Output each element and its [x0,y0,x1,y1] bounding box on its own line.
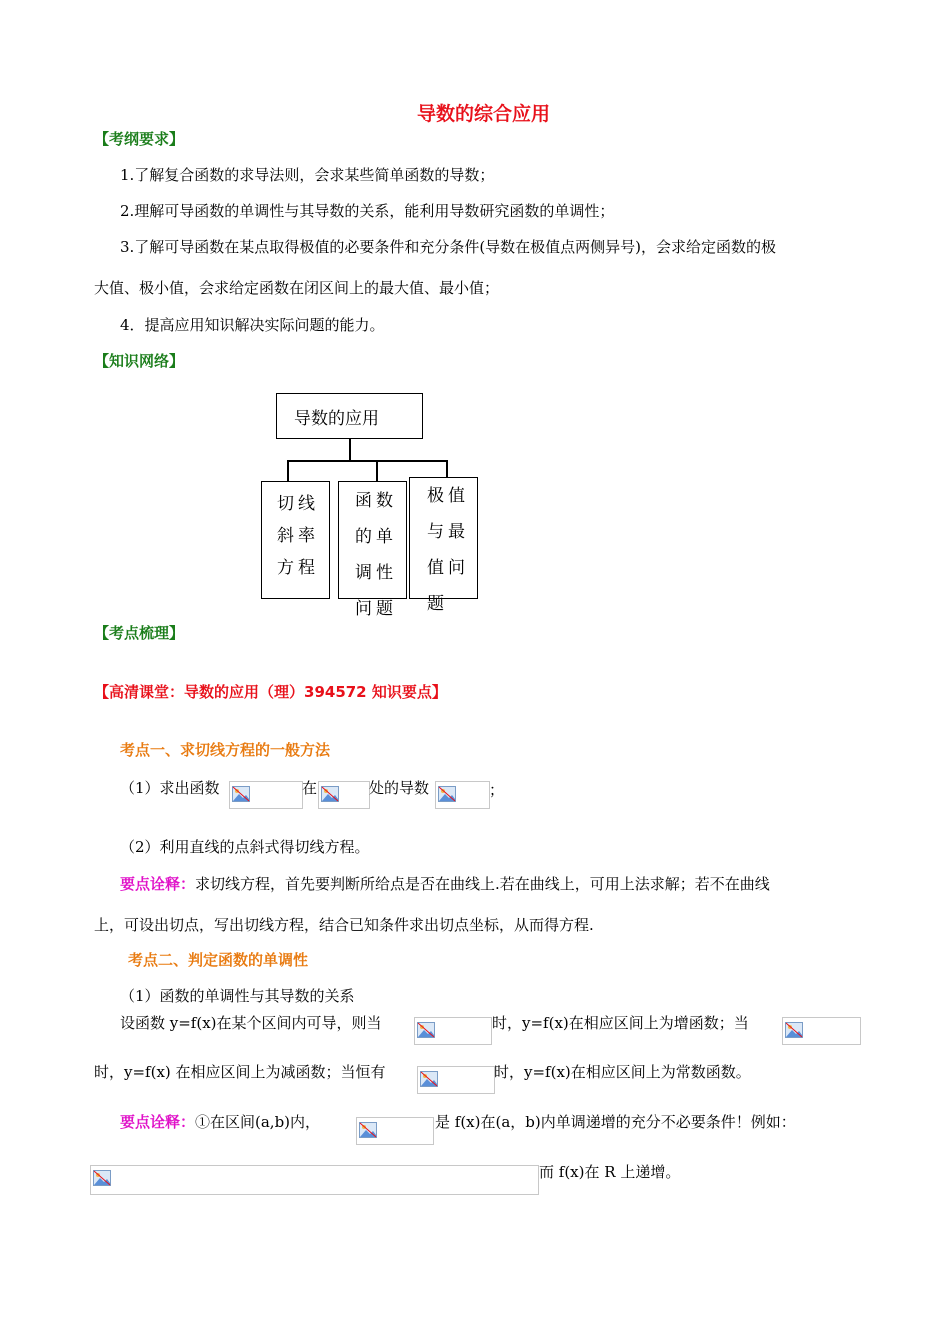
section-heading-requirements: 【考纲要求】 [94,130,185,148]
diagram-child-extremum-line4: 题 [427,594,448,614]
requirement-item-1: 1.了解复合函数的求导法则，会求某些简单函数的导数； [120,166,495,184]
point1-step1-d: ； [489,781,505,799]
diagram-child-monotonicity-line1: 函数 [355,491,397,511]
formula-image-example [90,1165,539,1195]
image-placeholder-icon [420,1071,438,1087]
point1-step1-b: 在 [302,779,318,797]
point1-note-line2: 上，可设出切点，写出切线方程，结合已知条件求出切点坐标，从而得方程. [94,916,594,934]
point1-step2: （2）利用直线的点斜式得切线方程。 [120,838,370,856]
diagram-child-extremum-line3: 值问 [427,558,469,578]
section-heading-review: 【考点梳理】 [94,624,185,642]
image-placeholder-icon [321,786,339,802]
section-heading-knowledge-network: 【知识网络】 [94,352,185,370]
point1-note-line1 [120,873,770,894]
point1-title: 考点一、求切线方程的一般方法 [120,741,331,759]
requirement-item-2: 2.理解可导函数的单调性与其导数的关系，能利用导数研究函数的单调性； [120,202,615,220]
diagram-connector [287,460,447,462]
point2-title: 考点二、判定函数的单调性 [128,951,309,969]
point2-note-a [120,1111,320,1132]
diagram-connector [287,460,289,482]
note-label: 要点诠释： [120,875,196,893]
note-text: ①在区间(a,b)内， [195,1113,321,1131]
point2-line1-b: 时，y=f(x)在相应区间上为增函数；当 [492,1014,749,1032]
point2-line2-b: 时，y=f(x)在相应区间上为常数函数。 [494,1063,751,1081]
point2-line1-a: 设函数 y=f(x)在某个区间内可导，则当 [120,1014,382,1032]
image-placeholder-icon [93,1170,111,1186]
diagram-child-monotonicity-line4: 问题 [355,599,397,619]
note-text: 求切线方程，首先要判断所给点是否在曲线上.若在曲线上，可用上法求解；若不在曲线 [195,875,770,893]
point2-note-c: 而 f(x)在 R 上递增。 [539,1163,681,1181]
formula-image-derivative-negative [782,1017,861,1045]
note-label: 要点诠释： [120,1113,196,1131]
point2-note-b: 是 f(x)在(a，b)内单调递增的充分不必要条件！例如： [435,1113,796,1131]
diagram-connector [376,460,378,482]
diagram-child-tangent-line2: 斜率 [277,526,319,546]
point2-sub1: （1）函数的单调性与其导数的关系 [120,987,355,1005]
diagram-connector [446,460,448,478]
point1-step1-a: （1）求出函数 [120,779,220,797]
image-placeholder-icon [359,1122,377,1138]
requirement-item-3: 3.了解可导函数在某点取得极值的必要条件和充分条件(导数在极值点两侧异号)，会求给定函数的极 [120,238,777,256]
point1-step1-c: 处的导数 [369,779,430,797]
diagram-child-tangent-line3: 方程 [277,558,319,578]
image-placeholder-icon [417,1022,435,1038]
image-placeholder-icon [785,1022,803,1038]
formula-image-derivative-zero [417,1066,495,1094]
point2-line2-a: 时，y=f(x) 在相应区间上为减函数；当恒有 [94,1063,386,1081]
diagram-child-monotonicity-line2: 的单 [355,527,397,547]
formula-image-point [318,781,370,809]
requirement-item-4: 4．提高应用知识解决实际问题的能力。 [120,316,385,334]
diagram-connector [349,438,351,460]
diagram-child-extremum-line2: 与最 [427,522,469,542]
formula-image-derivative-positive [414,1017,492,1045]
page-title: 导数的综合应用 [417,103,551,125]
requirement-item-3-cont: 大值、极小值，会求给定函数在闭区间上的最大值、最小值； [94,279,500,297]
formula-image-derivative [435,781,490,809]
image-placeholder-icon [438,786,456,802]
diagram-child-monotonicity-line3: 调性 [355,563,397,583]
formula-image-condition [356,1117,434,1145]
diagram-child-tangent-line1: 切线 [277,494,319,514]
diagram-root-label: 导数的应用 [294,409,379,429]
diagram-root-box [276,393,423,439]
formula-image-function [229,781,303,809]
diagram-child-extremum-line1: 极值 [427,486,469,506]
video-lesson-link[interactable]: 【高清课堂：导数的应用（理）394572 知识要点】 [94,683,447,701]
image-placeholder-icon [232,786,250,802]
